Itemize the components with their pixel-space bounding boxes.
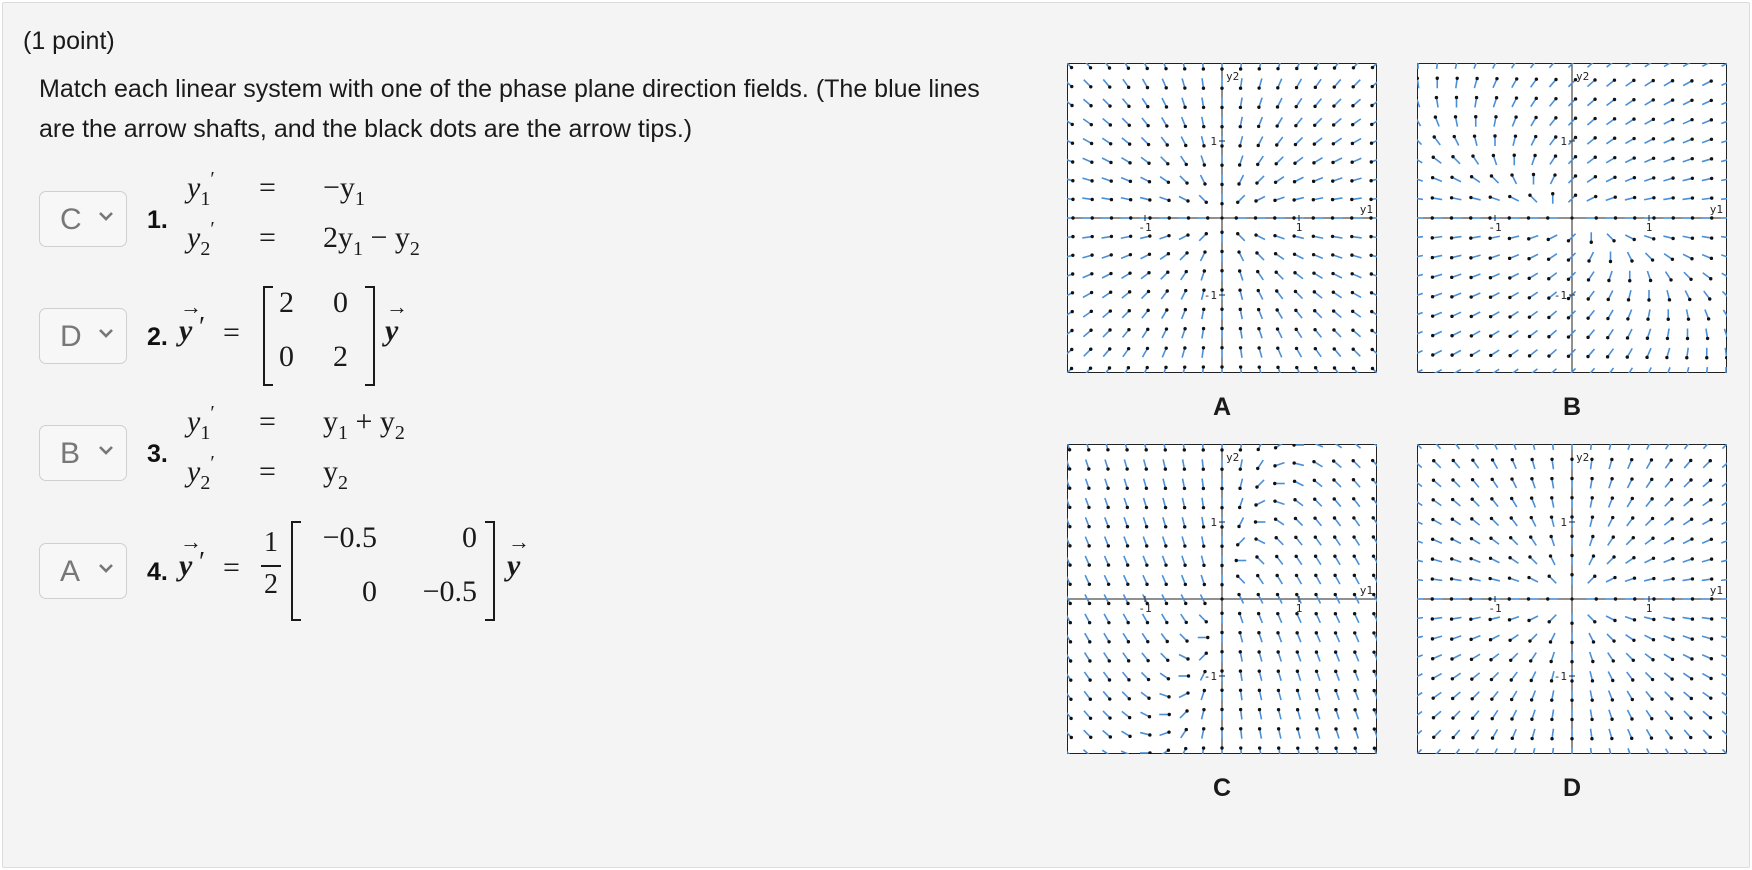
field-arrow <box>1220 597 1223 600</box>
rhs: y <box>323 405 338 438</box>
answer-select-4-value: A <box>60 555 81 588</box>
field-arrow <box>1570 597 1573 600</box>
answer-select-3[interactable] <box>39 425 127 481</box>
lhs-sub: 1 <box>200 422 211 444</box>
direction-field-c <box>1067 444 1377 754</box>
tick-label: -1 <box>1553 670 1567 683</box>
problem-panel: (1 point) Match each linear system with one of the phase plane direction fields. (The blue lines are the arrow shafts, and the black dots are the arrow tips.) C 1. $y_1'$ = $-y_1$ $y_2'$ = $2y_1 - y_2$ D 2. → y ′ = 2 0 0 2 → y B 3. $y_1'$ = $y_1 + y_2$ $y_2'$ = $y_2$ A 4. → y ′ = 1 2 −0.5 0 0 −0.5 → y y2 y1 -1 1 1 -1 A y2 y1 -1 1 1 -1 B y2 y1 -1 1 1 -1 C y2 y1 -1 1 1 -1 D <box>2 2 1750 868</box>
field-arrow <box>1220 216 1223 219</box>
rhs-sub: 1 <box>354 188 365 210</box>
answer-select-1-value: C <box>60 203 82 236</box>
lhs-var: y <box>187 455 201 488</box>
relation: = <box>223 316 240 349</box>
lhs-var: y <box>187 221 201 254</box>
axis-label-y: y2 <box>1226 70 1240 83</box>
fraction-numerator: 1 <box>264 527 278 558</box>
question-number: 2. <box>147 323 168 351</box>
tick-label: 1 <box>1210 516 1217 529</box>
matrix-cell: −0.5 <box>322 521 377 554</box>
question-number: 1. <box>147 206 168 234</box>
tick-label: -1 <box>1138 602 1152 615</box>
field-label-d: D <box>1562 774 1582 802</box>
answer-select-2[interactable] <box>39 308 127 364</box>
tick-label: 1 <box>1295 221 1303 234</box>
axis-label-x: y1 <box>1359 203 1373 216</box>
fraction-denominator: 2 <box>264 569 278 600</box>
direction-field-b <box>1417 63 1727 373</box>
chevron-down-icon <box>98 327 114 339</box>
rhs-rest: − y <box>363 221 410 254</box>
tick-label: 1 <box>1560 135 1567 148</box>
points-label: (1 point) <box>23 27 115 55</box>
matrix-cell: 2 <box>333 340 348 373</box>
chevron-down-icon <box>98 562 114 574</box>
rhs: y <box>323 455 338 488</box>
tick-label: 1 <box>1295 602 1303 615</box>
tick-label: 1 <box>1645 602 1653 615</box>
axis-label-y: y2 <box>1226 451 1240 464</box>
answer-select-4[interactable] <box>39 543 127 599</box>
tick-label: -1 <box>1553 289 1567 302</box>
direction-field-plot <box>1067 63 1377 373</box>
direction-field-a <box>1067 63 1377 373</box>
axis-label-y: y2 <box>1576 451 1590 464</box>
matrix-cell: 0 <box>362 575 377 608</box>
fraction-bar <box>261 565 281 567</box>
direction-field-plot <box>1417 63 1727 373</box>
tick-label: 1 <box>1210 135 1217 148</box>
axis-label-x: y1 <box>1359 584 1373 597</box>
rhs: 2y <box>323 221 353 254</box>
rhs-sub: 2 <box>338 472 348 494</box>
rhs-sub-2: 2 <box>394 422 405 444</box>
rhs-sub: 1 <box>353 238 363 260</box>
rhs-sub-2: 2 <box>409 238 420 260</box>
question-number: 3. <box>147 440 168 468</box>
answer-select-1[interactable] <box>39 191 127 247</box>
lhs-var: y <box>187 171 201 204</box>
chevron-down-icon <box>98 444 114 456</box>
rhs: −y <box>323 171 355 204</box>
relation: = <box>259 455 276 488</box>
question-number: 4. <box>147 558 168 586</box>
relation: = <box>259 171 276 204</box>
vector-y: → y <box>179 294 202 347</box>
field-arrow <box>1570 216 1573 219</box>
direction-field-plot <box>1417 444 1727 754</box>
axis-label-x: y1 <box>1709 584 1723 597</box>
rhs-sub: 1 <box>338 422 348 444</box>
rhs-rest: + y <box>348 405 395 438</box>
answer-select-2-value: D <box>60 320 82 353</box>
matrix-cell: 2 <box>279 286 294 319</box>
answer-select-3-value: B <box>60 437 81 470</box>
field-label-c: C <box>1212 774 1232 802</box>
lhs-sub: 2 <box>200 472 211 494</box>
vector-y-rhs: → y <box>385 294 408 347</box>
relation: = <box>259 221 276 254</box>
field-label-a: A <box>1212 393 1232 421</box>
tick-label: -1 <box>1488 221 1502 234</box>
direction-field-plot <box>1067 444 1377 754</box>
tick-label: -1 <box>1203 289 1217 302</box>
tick-label: -1 <box>1138 221 1152 234</box>
axis-label-y: y2 <box>1576 70 1590 83</box>
lhs-sub: 2 <box>200 238 211 260</box>
chevron-down-icon <box>98 210 114 222</box>
matrix-cell: 0 <box>333 286 348 319</box>
vector-y: → y <box>179 529 202 582</box>
relation: = <box>259 405 276 438</box>
vector-y-rhs: → y <box>507 529 530 582</box>
tick-label: -1 <box>1203 670 1217 683</box>
relation: = <box>223 551 240 584</box>
lhs-sub: 1 <box>200 188 211 210</box>
problem-prompt: Match each linear system with one of the phase plane direction fields. (The blue lines are the arrow shafts, and the black dots are the arrow tips.) <box>39 75 980 143</box>
tick-label: -1 <box>1488 602 1502 615</box>
tick-label: 1 <box>1560 516 1567 529</box>
tick-label: 1 <box>1645 221 1653 234</box>
field-label-b: B <box>1562 393 1582 421</box>
matrix-cell: 0 <box>462 521 477 554</box>
lhs-var: y <box>187 405 201 438</box>
axis-label-x: y1 <box>1709 203 1723 216</box>
direction-field-d <box>1417 444 1727 754</box>
matrix-cell: 0 <box>279 340 294 373</box>
matrix-cell: −0.5 <box>422 575 477 608</box>
